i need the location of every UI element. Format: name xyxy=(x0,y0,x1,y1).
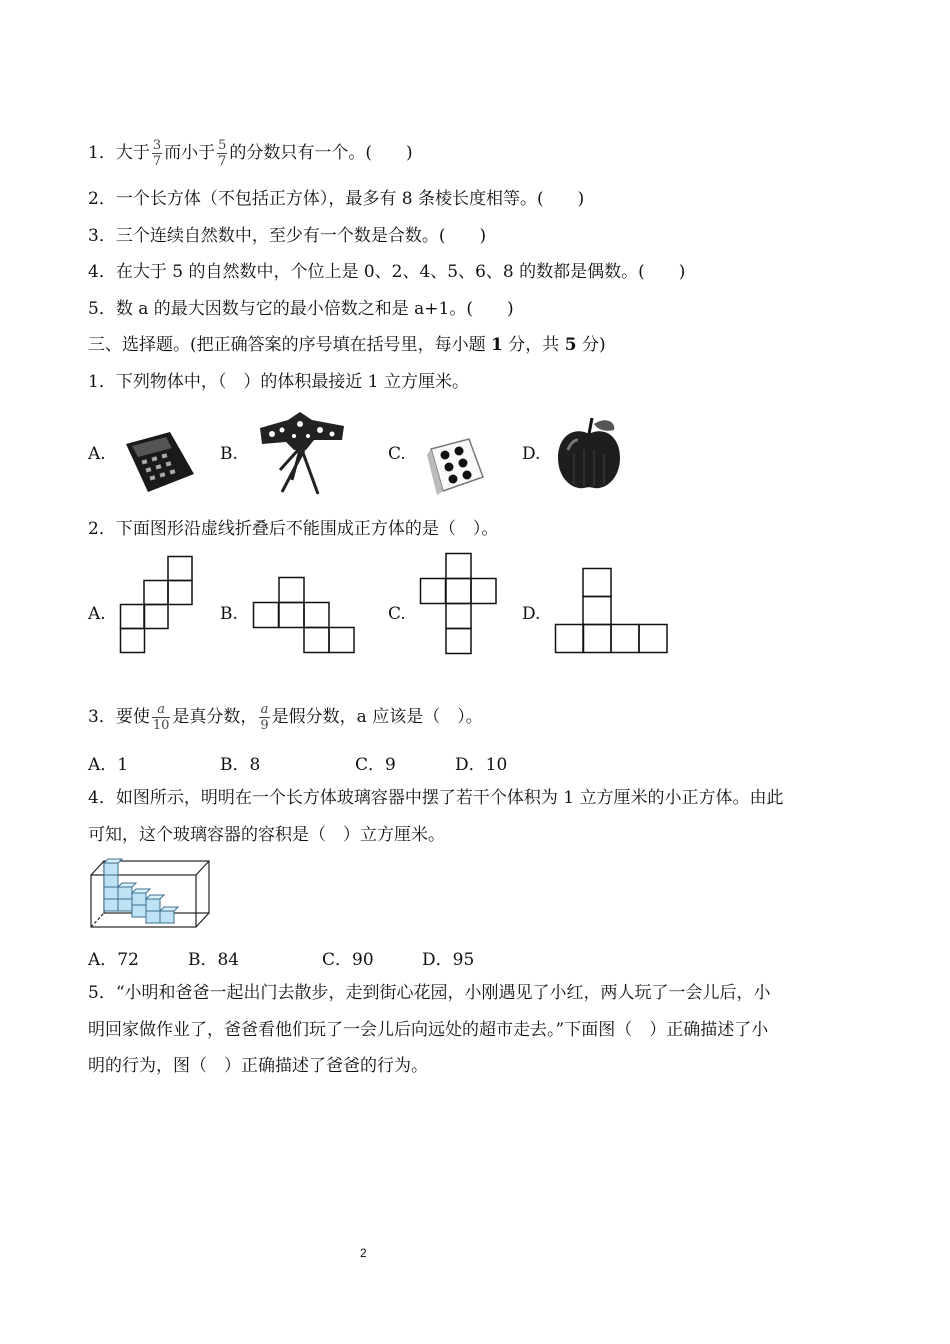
die-image xyxy=(425,435,487,497)
judge-item-1: 1．大于 $\frac{3}{7}$ 而小于 $\frac{5}{7}$ 的分数只有一个。( ) xyxy=(88,138,413,169)
q3-option-a: A．1 xyxy=(88,755,129,775)
kite-image xyxy=(258,410,348,496)
glass-container-diagram xyxy=(88,858,213,933)
apple-image xyxy=(554,414,624,492)
q4-option-a: A．72 xyxy=(88,950,139,970)
q1-option-b-label: B. xyxy=(220,444,238,464)
question-5-line-2: 明回家做作业了，爸爸看他们玩了一会儿后向远处的超市走去。”下面图（ ）正确描述了小 xyxy=(88,1020,769,1040)
judge-item-4: 4．在大于 5 的自然数中，个位上是 0、2、4、5、6、8 的数都是偶数。( ) xyxy=(88,262,686,282)
q2-option-a-label: A. xyxy=(88,604,106,624)
question-1: 1．下列物体中，（ ）的体积最接近 1 立方厘米。 xyxy=(88,372,469,392)
q4-option-b: B．84 xyxy=(188,950,240,970)
net-c-diagram xyxy=(420,553,500,656)
q3-option-b: B．8 xyxy=(220,755,261,775)
calculator-image xyxy=(122,430,197,495)
question-3: 3．要使 $\frac{a}{10}$ 是真分数， $\frac{a}{9}$ 是假分数，a 应该是（ ）。 xyxy=(88,702,483,733)
fraction-3-7: $\frac{3}{7}$ xyxy=(152,138,162,169)
page-number: 2 xyxy=(360,1246,367,1260)
judge-item-3: 3．三个连续自然数中，至少有一个数是合数。( ) xyxy=(88,226,487,246)
fraction-a-9: $\frac{a}{9}$ xyxy=(260,702,269,733)
judge-item-5: 5．数 a 的最大因数与它的最小倍数之和是 a+1。( ) xyxy=(88,299,514,319)
fraction-a-10: $\frac{a}{10}$ xyxy=(152,702,170,733)
q2-option-b-label: B. xyxy=(220,604,238,624)
section-heading: 三、选择题。(把正确答案的序号填在括号里，每小题 1 分，共 5 分) xyxy=(88,335,606,355)
net-b-diagram xyxy=(253,577,358,657)
question-5-line-1: 5．“小明和爸爸一起出门去散步，走到街心花园，小刚遇见了小红，两人玩了一会儿后，小 xyxy=(88,983,771,1003)
judge-item-2: 2．一个长方体（不包括正方体），最多有 8 条棱长度相等。( ) xyxy=(88,189,585,209)
net-d-diagram xyxy=(555,568,670,656)
question-5-line-3: 明的行为，图（ ）正确描述了爸爸的行为。 xyxy=(88,1056,428,1076)
net-a-diagram xyxy=(120,556,195,656)
question-4-line-1: 4．如图所示，明明在一个长方体玻璃容器中摆了若干个体积为 1 立方厘米的小正方体。由此 xyxy=(88,788,784,808)
q2-option-c-label: C. xyxy=(388,604,406,624)
q4-option-c: C．90 xyxy=(322,950,374,970)
q2-option-d-label: D. xyxy=(522,604,541,624)
q1-option-a-label: A. xyxy=(88,444,106,464)
fraction-5-7: $\frac{5}{7}$ xyxy=(218,138,227,169)
question-2: 2．下面图形沿虚线折叠后不能围成正方体的是（ ）。 xyxy=(88,519,499,539)
q4-option-d: D．95 xyxy=(422,950,475,970)
q1-option-c-label: C. xyxy=(388,444,406,464)
q3-option-d: D．10 xyxy=(455,755,508,775)
q1-option-d-label: D. xyxy=(522,444,541,464)
question-4-line-2: 可知，这个玻璃容器的容积是（ ）立方厘米。 xyxy=(88,825,445,845)
q3-option-c: C．9 xyxy=(355,755,396,775)
